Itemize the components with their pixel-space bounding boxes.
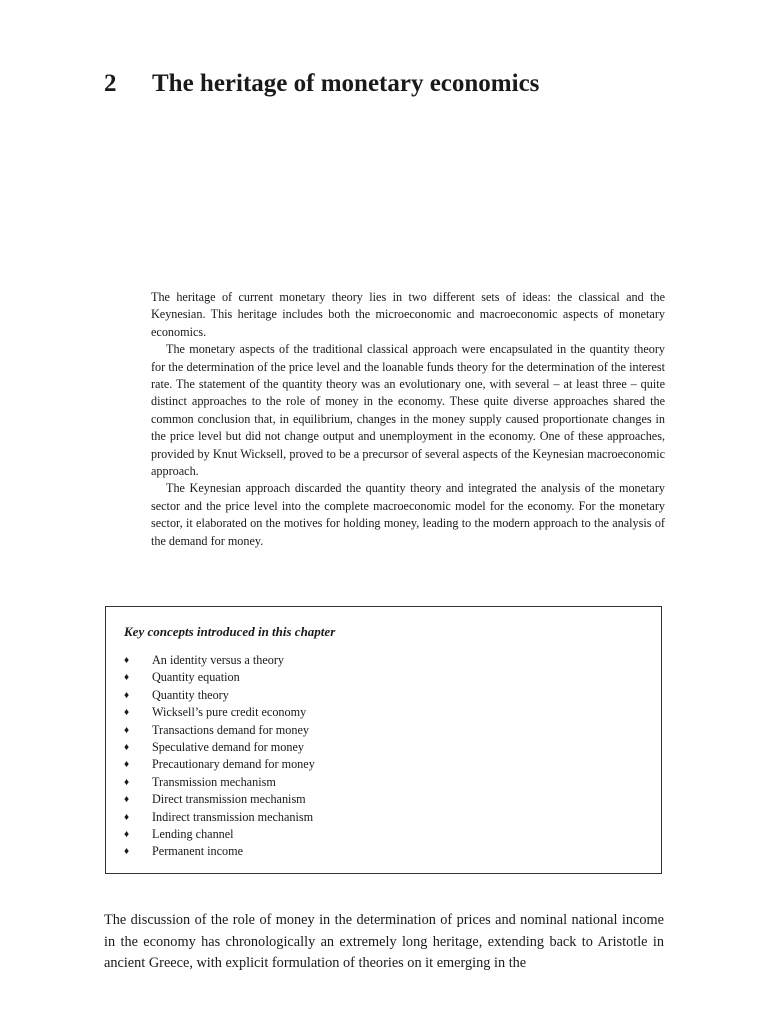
- diamond-bullet-icon: ♦: [124, 742, 130, 754]
- abstract-paragraph-1: The heritage of current monetary theory lies in two different sets of ideas: the classical and the Keynesian. This heritage includes both the microeconomic and macroeconomic aspects of monetary economics.: [151, 290, 665, 339]
- concept-label: Precautionary demand for money: [152, 757, 315, 772]
- key-concepts-box: [105, 606, 662, 874]
- diamond-bullet-icon: ♦: [124, 655, 130, 666]
- chapter-number: 2: [104, 70, 117, 97]
- diamond-bullet-icon: ♦: [124, 724, 130, 736]
- diamond-bullet-icon: ♦: [124, 776, 130, 788]
- list-item: [124, 826, 315, 843]
- concept-label: Direct transmission mechanism: [152, 792, 306, 807]
- key-concepts-title: Key concepts introduced in this chapter: [124, 624, 336, 639]
- concept-label: Indirect transmission mechanism: [152, 809, 314, 824]
- diamond-bullet-icon: ♦: [124, 829, 130, 841]
- list-item: [124, 652, 315, 669]
- abstract-paragraph-3: The Keynesian approach discarded the quantity theory and integrated the analysis of the monetary sector and the price level into the complete macroeconomic model for the economy. For the monetary sector, it elaborated on the motives for holding money, leading to the modern approach to the analysis of the demand for money.: [151, 481, 665, 548]
- concept-label: Permanent income: [152, 844, 244, 859]
- diamond-bullet-icon: ♦: [124, 794, 130, 806]
- list-item: [124, 739, 315, 756]
- list-item: [124, 774, 315, 791]
- list-item: [124, 843, 315, 860]
- diamond-bullet-icon: ♦: [124, 672, 130, 684]
- diamond-bullet-icon: ♦: [124, 707, 130, 719]
- concept-label: Quantity theory: [152, 687, 229, 702]
- concept-label: Transmission mechanism: [152, 774, 276, 789]
- list-item: [124, 791, 315, 808]
- concept-label: Transactions demand for money: [152, 722, 309, 737]
- concept-label: Wicksell’s pure credit economy: [152, 705, 307, 720]
- diamond-bullet-icon: ♦: [124, 846, 130, 858]
- concept-label: Quantity equation: [152, 670, 240, 685]
- concept-label: Lending channel: [152, 827, 234, 842]
- concept-label: An identity versus a theory: [152, 653, 285, 667]
- chapter-heading: [104, 70, 539, 98]
- list-item: [124, 722, 315, 739]
- list-item: [124, 756, 315, 773]
- chapter-abstract: [151, 289, 665, 550]
- diamond-bullet-icon: ♦: [124, 689, 130, 701]
- abstract-paragraph-2: The monetary aspects of the traditional classical approach were encapsulated in the quantity theory for the determination of the price level and the loanable funds theory for the determination of the interest rate. The statement of the quantity theory was an evolutionary one, with several – at least three – quite distinct approaches to the role of money in the economy. These quite diverse approaches shared the common conclusion that, in equilibrium, changes in the money supply caused proportionate changes in the price level but did not change output and unemployment in the economy. One of these approaches, provided by Knut Wicksell, proved to be a precursor of several aspects of the Keynesian macroeconomic approach.: [151, 342, 665, 479]
- body-paragraph: The discussion of the role of money in the determination of prices and nominal national income in the economy has chronologically an extremely long heritage, extending back to Aristotle in ancient Greece, with explicit formulation of theories on it emerging in the: [104, 912, 664, 971]
- diamond-bullet-icon: ♦: [124, 811, 130, 823]
- key-concepts-list: [124, 652, 315, 861]
- diamond-bullet-icon: ♦: [124, 759, 130, 771]
- chapter-title: The heritage of monetary economics: [152, 70, 540, 97]
- list-item: [124, 669, 315, 686]
- list-item: [124, 704, 315, 721]
- concept-label: Speculative demand for money: [152, 740, 304, 755]
- list-item: [124, 809, 315, 826]
- list-item: [124, 687, 315, 704]
